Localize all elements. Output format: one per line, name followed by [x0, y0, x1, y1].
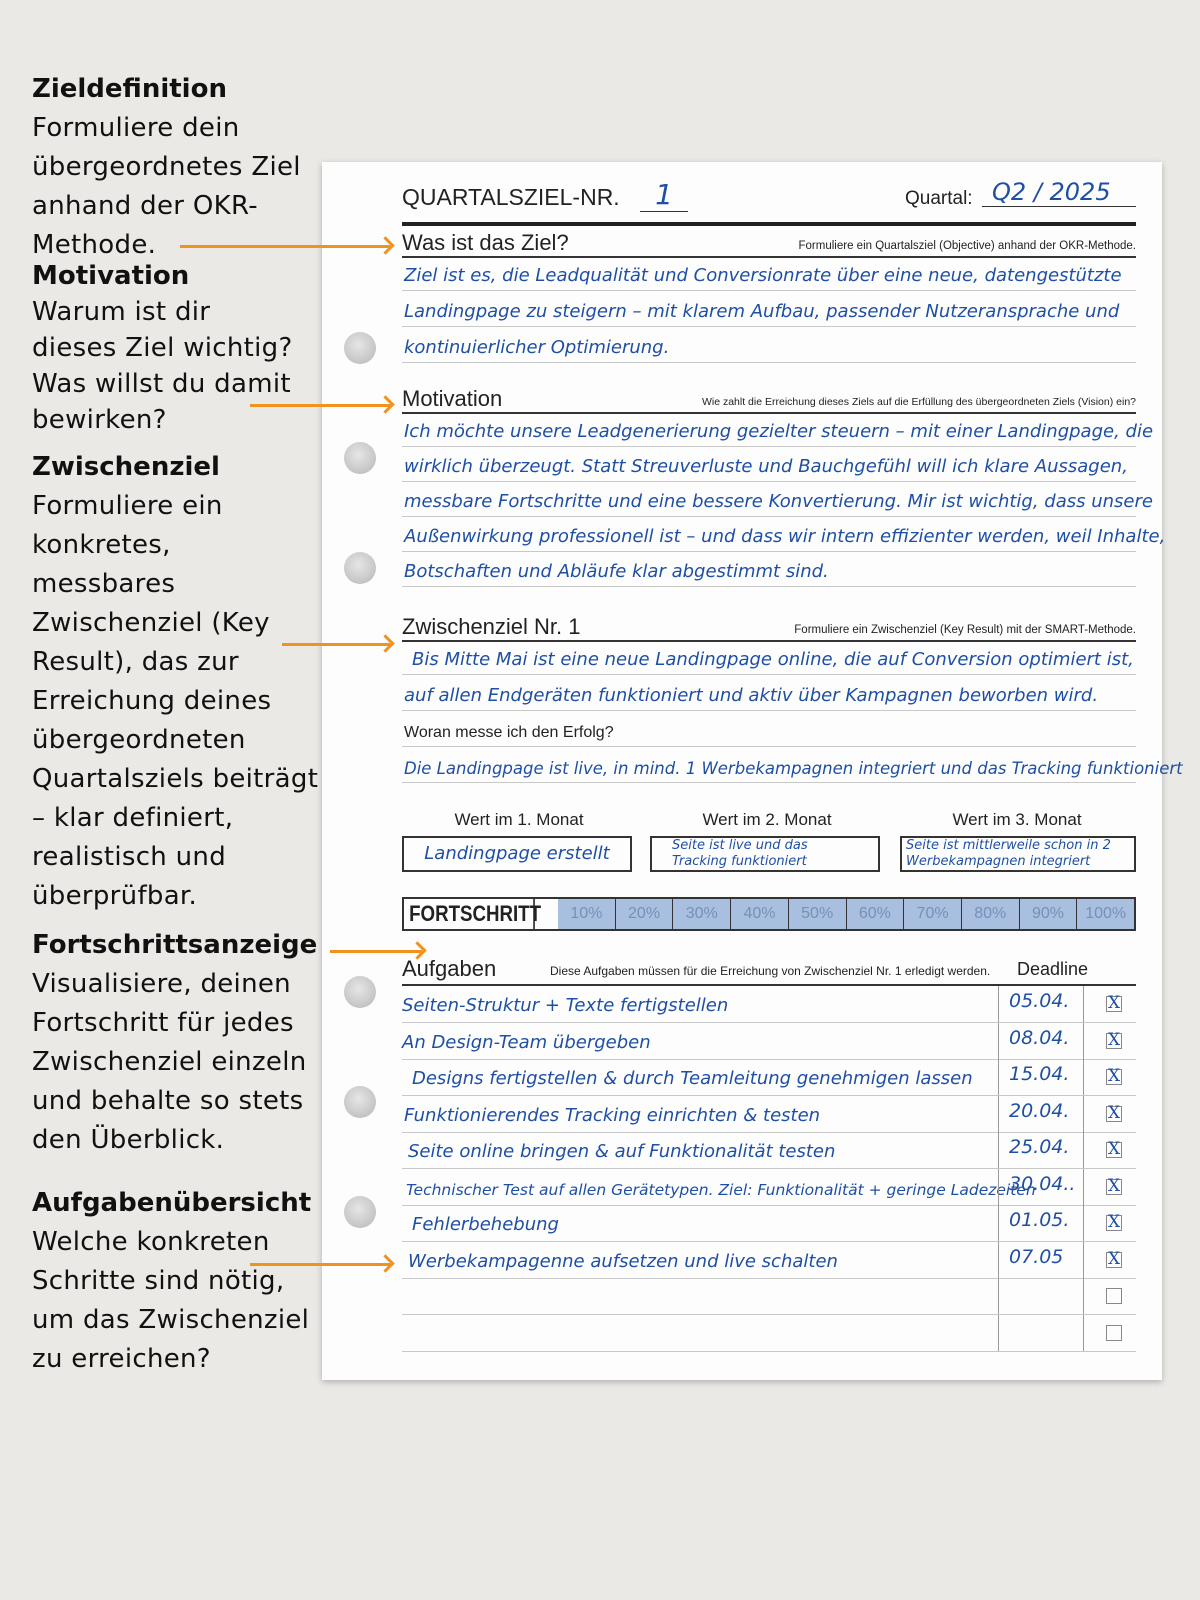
annotation-text: Visualisiere, deinen Fortschritt für jedes Zwischenziel einzeln und behalte so stets den Überblick. — [32, 969, 307, 1155]
quarter-label: Quartal: — [905, 188, 973, 209]
task-deadline[interactable] — [998, 1315, 1084, 1351]
punch-hole — [344, 976, 376, 1008]
progress-step[interactable]: 10% — [558, 899, 616, 929]
motivation-line[interactable]: Ich möchte unsere Leadgenerierung gezielter steuern – mit einer Landingpage, die — [402, 412, 1136, 447]
punch-hole — [344, 552, 376, 584]
task-row — [402, 1205, 1136, 1242]
task-row — [402, 1278, 1136, 1315]
goal-line[interactable]: Ziel ist es, die Leadqualität und Conversionrate über eine neue, datengestützte — [402, 256, 1136, 291]
task-text[interactable]: Funktionierendes Tracking einrichten & testen — [404, 1104, 821, 1126]
task-deadline[interactable]: 08.04. — [998, 1023, 1084, 1059]
progress-label: FORTSCHRITT — [404, 899, 535, 929]
arrow-to-progress-icon — [330, 950, 422, 953]
tasks-hint: Diese Aufgaben müssen für die Erreichung von Zwischenziel Nr. 1 erledigt werden. — [550, 964, 991, 978]
task-deadline[interactable]: 01.05. — [998, 1205, 1084, 1241]
measure-line[interactable]: Die Landingpage ist live, in mind. 1 Werbekampagnen integriert und das Tracking funktioniert — [402, 748, 1136, 783]
task-text[interactable]: Werbekampagenne aufsetzen und live schalten — [408, 1250, 838, 1272]
annotation-heading: Zwischenziel — [32, 452, 220, 482]
task-deadline[interactable]: 07.05 — [998, 1242, 1084, 1278]
arrow-to-tasks-icon — [250, 1263, 390, 1266]
key-result-line[interactable]: Bis Mitte Mai ist eine neue Landingpage online, die auf Conversion optimiert ist, — [402, 640, 1136, 675]
annotation-text: Formuliere dein übergeordnetes Ziel anhand der OKR-Methode. — [32, 113, 301, 260]
goal-line[interactable]: Landingpage zu steigern – mit klarem Aufbau, passender Nutzeransprache und — [402, 292, 1136, 327]
progress-step[interactable]: 40% — [731, 899, 789, 929]
checked-checkbox-icon[interactable]: X — [1107, 1175, 1121, 1196]
goal-section-header — [402, 228, 1136, 258]
sheet-header — [402, 180, 1136, 226]
progress-bar — [402, 897, 1136, 931]
task-row — [402, 986, 1136, 1023]
quarter-goal-number-field[interactable]: 1 — [640, 178, 688, 212]
task-row — [402, 1169, 1136, 1206]
month-3-label: Wert im 3. Monat — [952, 810, 1082, 829]
key-result-section-header — [402, 612, 1136, 642]
annotation-zwischenziel — [32, 448, 320, 916]
task-text[interactable]: Technischer Test auf allen Gerätetypen. Ziel: Funktionalität + geringe Ladezeiten — [406, 1180, 1036, 1199]
task-deadline[interactable] — [998, 1278, 1084, 1314]
motivation-heading: Motivation — [402, 386, 503, 411]
checked-checkbox-icon[interactable]: X — [1107, 993, 1121, 1013]
punch-hole — [344, 1086, 376, 1118]
month-1-label: Wert im 1. Monat — [454, 810, 584, 829]
progress-step[interactable]: 30% — [673, 899, 731, 929]
progress-step[interactable]: 90% — [1020, 899, 1078, 929]
task-row — [402, 1059, 1136, 1096]
month-3-field[interactable]: Seite ist mittlerweile schon in 2 Werbekampagnen integriert — [900, 836, 1136, 872]
annotation-zieldefinition — [32, 70, 322, 265]
goal-heading: Was ist das Ziel? — [402, 230, 569, 255]
task-text[interactable]: Designs fertigstellen & durch Teamleitung genehmigen lassen — [412, 1068, 973, 1089]
month-1-field[interactable]: Landingpage erstellt — [402, 836, 632, 872]
punch-hole — [344, 332, 376, 364]
motivation-line[interactable]: Außenwirkung professionell ist – und dass wir intern effizienter werden, weil Inhalte, — [402, 517, 1136, 552]
progress-step[interactable]: 60% — [847, 899, 905, 929]
tasks-heading: Aufgaben — [402, 956, 497, 981]
motivation-line[interactable]: wirklich überzeugt. Statt Streuverluste und Bauchgefühl will ich klare Aussagen, — [402, 447, 1136, 482]
punch-hole — [344, 1196, 376, 1228]
punch-hole — [344, 442, 376, 474]
month-2-field[interactable]: Seite ist live und das Tracking funktioniert — [650, 836, 880, 872]
task-deadline[interactable]: 30.04.. — [998, 1169, 1084, 1205]
quarter-field[interactable]: Q2 / 2025 — [982, 178, 1136, 207]
key-result-hint: Formuliere ein Zwischenziel (Key Result) mit der SMART-Methode. — [794, 624, 1136, 636]
task-row — [402, 1023, 1136, 1060]
task-text[interactable]: Fehlerbehebung — [412, 1214, 559, 1235]
annotation-motivation — [32, 258, 302, 438]
month-2-label: Wert im 2. Monat — [702, 810, 832, 829]
task-text[interactable]: An Design-Team übergeben — [402, 1031, 651, 1053]
progress-step[interactable]: 70% — [904, 899, 962, 929]
progress-step[interactable]: 80% — [962, 899, 1020, 929]
annotation-aufgabenuebersicht — [32, 1184, 328, 1379]
key-result-heading: Zwischenziel Nr. 1 — [402, 614, 581, 639]
task-row — [402, 1242, 1136, 1279]
arrow-to-key-result-icon — [282, 643, 390, 646]
motivation-line[interactable]: messbare Fortschritte und eine bessere Konvertierung. Mir ist wichtig, dass unsere — [402, 482, 1136, 517]
checkbox-icon[interactable] — [1106, 1325, 1122, 1341]
progress-cells — [558, 899, 1134, 929]
motivation-hint: Wie zahlt die Erreichung dieses Ziels auf die Erfüllung des übergeordneten Ziels (Vision) ein? — [701, 396, 1136, 408]
checked-checkbox-icon[interactable]: X — [1107, 1102, 1121, 1123]
quarter-goal-number-label: QUARTALSZIEL-NR. — [402, 184, 620, 210]
goal-line[interactable]: kontinuierlicher Optimierung. — [402, 328, 1136, 363]
checked-checkbox-icon[interactable]: X — [1107, 1212, 1121, 1232]
progress-step[interactable]: 100% — [1077, 899, 1134, 929]
task-deadline[interactable]: 15.04. — [998, 1059, 1084, 1095]
checked-checkbox-icon[interactable]: X — [1107, 1248, 1121, 1269]
progress-step[interactable]: 50% — [789, 899, 847, 929]
annotation-text: Formuliere ein konkretes, messbares Zwischenziel (Key Result), das zur Erreichung deines übergeordneten Quartalsziels beiträgt – klar definiert, realistisch und überprüfbar. — [32, 491, 319, 911]
okr-worksheet — [322, 162, 1183, 1380]
annotation-heading: Fortschrittsanzeige — [32, 930, 318, 960]
task-row — [402, 1132, 1136, 1169]
annotation-fortschrittsanzeige — [32, 926, 324, 1160]
motivation-section-header — [402, 384, 1136, 414]
annotation-heading: Zieldefinition — [32, 74, 227, 104]
annotation-text: Warum ist dir dieses Ziel wichtig? Was willst du damit bewirken? — [32, 297, 293, 435]
arrow-to-motivation-icon — [250, 404, 390, 407]
motivation-line[interactable]: Botschaften und Abläufe klar abgestimmt sind. — [402, 552, 1136, 587]
goal-hint: Formuliere ein Quartalsziel (Objective) anhand der OKR-Methode. — [798, 240, 1136, 252]
tasks-header — [402, 952, 1136, 986]
task-text[interactable]: Seite online bringen & auf Funktionalität testen — [408, 1141, 836, 1162]
task-deadline[interactable]: 25.04. — [998, 1132, 1084, 1168]
task-text[interactable]: Seiten-Struktur + Texte fertigstellen — [402, 995, 729, 1016]
arrow-to-goal-icon — [180, 245, 390, 248]
annotation-heading: Aufgabenübersicht — [32, 1188, 312, 1218]
task-deadline[interactable]: 20.04. — [998, 1096, 1084, 1132]
deadline-column-header: Deadline — [1017, 959, 1089, 979]
measure-label-line: Woran messe ich den Erfolg? — [402, 712, 1136, 747]
progress-step[interactable]: 20% — [616, 899, 674, 929]
checkbox-icon[interactable] — [1106, 1288, 1122, 1304]
checked-checkbox-icon[interactable]: X — [1107, 1029, 1121, 1050]
checked-checkbox-icon[interactable]: X — [1107, 1066, 1121, 1086]
task-row — [402, 1315, 1136, 1352]
checked-checkbox-icon[interactable]: X — [1107, 1139, 1121, 1159]
task-row — [402, 1096, 1136, 1133]
annotation-text: Welche konkreten Schritte sind nötig, um das Zwischenziel zu erreichen? — [32, 1227, 310, 1374]
key-result-line[interactable]: auf allen Endgeräten funktioniert und aktiv über Kampagnen beworben wird. — [402, 676, 1136, 711]
annotation-heading: Motivation — [32, 261, 190, 291]
task-deadline[interactable]: 05.04. — [998, 986, 1084, 1022]
